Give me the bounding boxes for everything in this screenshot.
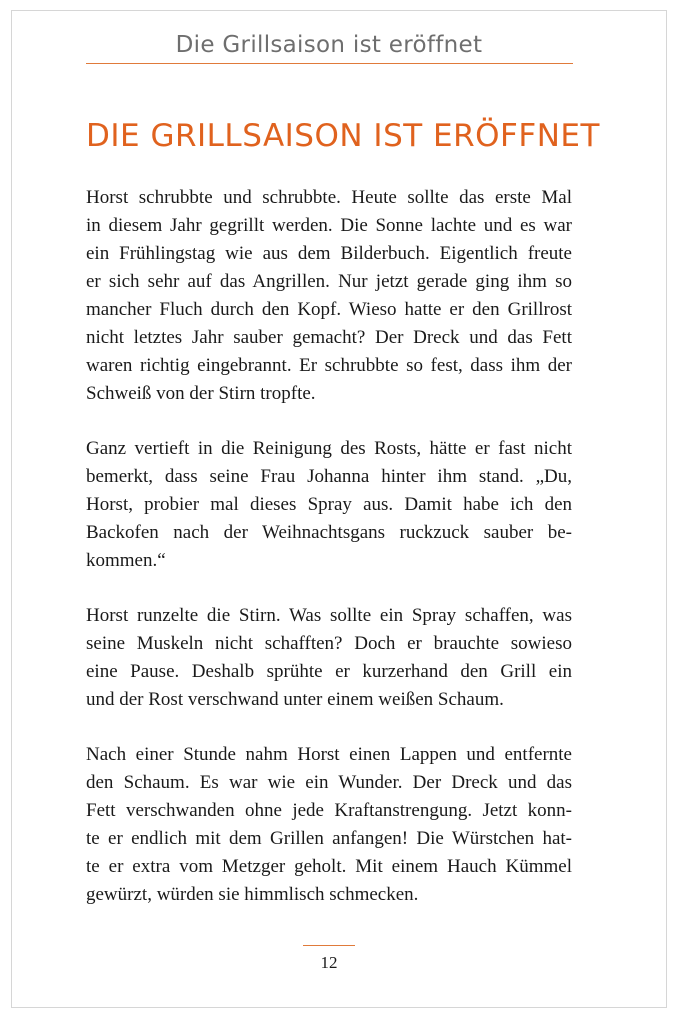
- text-line: Backofen nach der Weihnachtsgans ruckzuck sauber be-: [86, 522, 572, 543]
- text-line: bemerkt, dass seine Frau Johanna hinter ihm stand. „Du,: [86, 466, 572, 487]
- paragraph-1: [86, 184, 572, 408]
- text-line: und der Rost verschwand unter einem weißen Schaum.: [86, 689, 504, 710]
- paragraph-2: [86, 435, 572, 575]
- text-line: mancher Fluch durch den Kopf. Wieso hatte er den Grillrost: [86, 299, 572, 320]
- text-line: Nach einer Stunde nahm Horst einen Lappen und entfernte: [86, 744, 572, 765]
- text-line: waren richtig eingebrannt. Er schrubbte so fest, dass ihm der: [86, 355, 572, 376]
- text-line: Horst, probier mal dieses Spray aus. Damit habe ich den: [86, 494, 572, 515]
- paragraph-3: [86, 602, 572, 714]
- paragraph-4: [86, 741, 572, 909]
- text-line: te er extra vom Metzger geholt. Mit einem Hauch Kümmel: [86, 856, 572, 877]
- text-line: in diesem Jahr gegrillt werden. Die Sonne lachte und es war: [86, 215, 572, 236]
- text-line: nicht letztes Jahr sauber gemacht? Der Dreck und das Fett: [86, 327, 572, 348]
- text-line: Horst runzelte die Stirn. Was sollte ein Spray schaffen, was: [86, 605, 572, 626]
- footer-divider: [303, 945, 355, 946]
- text-line: Fett verschwanden ohne jede Kraftanstrengung. Jetzt konn-: [86, 800, 572, 821]
- page-number: 12: [320, 953, 338, 972]
- text-line: Ganz vertieft in die Reinigung des Rosts, hätte er fast nicht: [86, 438, 572, 459]
- text-line: Horst schrubbte und schrubbte. Heute sollte das erste Mal: [86, 187, 572, 208]
- text-line: Schweiß von der Stirn tropfte.: [86, 383, 316, 404]
- text-line: te er endlich mit dem Grillen anfangen! Die Würstchen hat-: [86, 828, 572, 849]
- chapter-title: DIE GRILLSAISON IST ERÖFFNET: [86, 118, 600, 154]
- text-line: den Schaum. Es war wie ein Wunder. Der Dreck und das: [86, 772, 572, 793]
- text-line: er sich sehr auf das Angrillen. Nur jetzt gerade ging ihm so: [86, 271, 572, 292]
- text-line: ein Frühlingstag wie aus dem Bilderbuch. Eigentlich freute: [86, 243, 572, 264]
- text-line: gewürzt, würden sie himmlisch schmecken.: [86, 884, 419, 905]
- text-line: kommen.“: [86, 550, 166, 571]
- text-line: eine Pause. Deshalb sprühte er kurzerhand den Grill ein: [86, 661, 572, 682]
- text-line: seine Muskeln nicht schafften? Doch er brauchte sowieso: [86, 633, 572, 654]
- body-text: [86, 184, 572, 936]
- running-head: Die Grillsaison ist eröffnet: [175, 32, 483, 58]
- header-divider: [86, 63, 573, 64]
